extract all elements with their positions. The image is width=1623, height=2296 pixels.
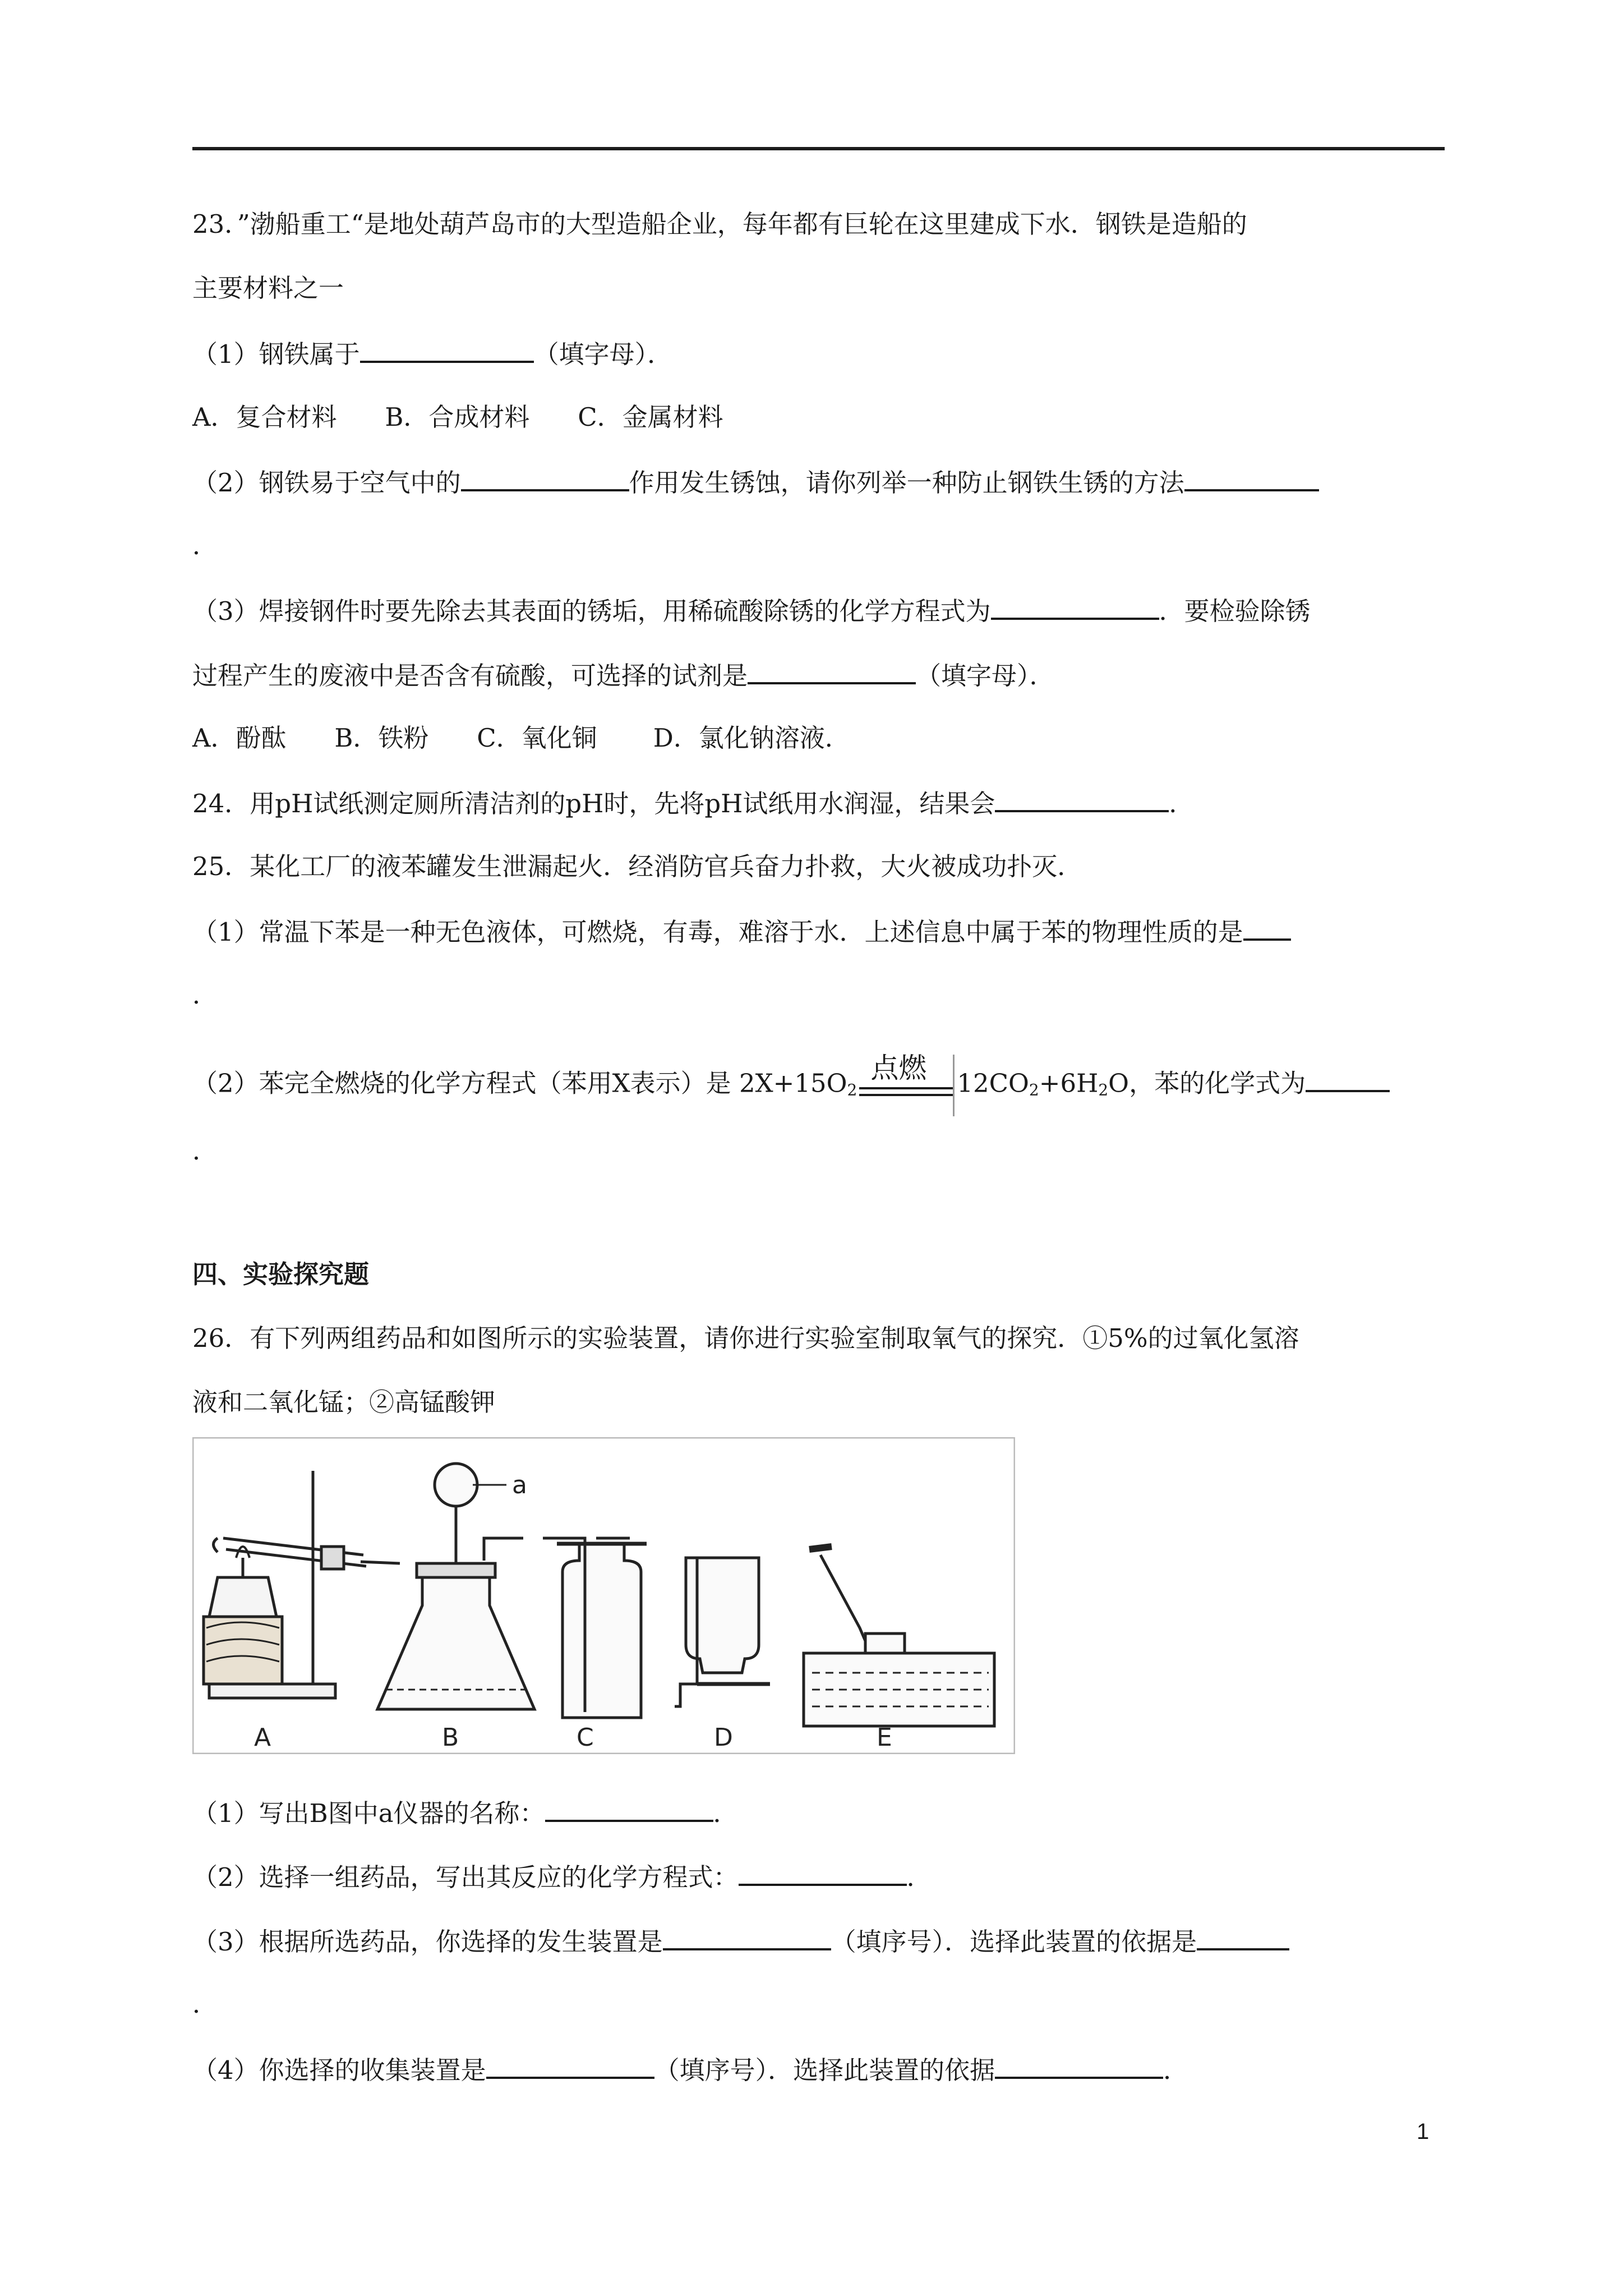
q26-line1: 26．有下列两组药品和如图所示的实验装置，请你进行实验室制取氧气的探究．①5%的过氧化氢溶 [192, 1323, 1299, 1353]
q25-part2-end: ． [192, 1136, 218, 1166]
q23-line1: 23．”渤船重工“是地处葫芦岛市的大型造船企业，每年都有巨轮在这里建成下水．钢铁是造船的 [192, 209, 1247, 239]
answer-blank [486, 2051, 654, 2079]
q26-part3-end: ． [192, 1989, 218, 2019]
q23-part3b: 过程产生的废液中是否含有硫酸，可选择的试剂是 （填字母）． [192, 656, 1445, 694]
figure-label-b: B [442, 1723, 459, 1752]
reaction-condition: 点燃 [859, 1055, 955, 1116]
answer-blank [461, 463, 629, 491]
q25-part1-end: ． [192, 980, 218, 1010]
answer-blank [991, 592, 1159, 620]
answer-blank [1243, 913, 1291, 941]
answer-blank [360, 335, 534, 363]
apparatus-e [804, 1547, 994, 1726]
answer-blank [1306, 1064, 1390, 1092]
answer-blank [748, 656, 916, 684]
q23-part2: （2）钢铁易于空气中的 作用发生锈蚀，请你列举一种防止钢铁生锈的方法 [192, 463, 1445, 501]
figure-label-e: E [877, 1723, 892, 1752]
q23-options3: A．酚酞 B．铁粉 C．氧化铜 D．氯化钠溶液． [192, 723, 850, 753]
answer-blank [739, 1858, 907, 1886]
q26-part2: （2）选择一组药品，写出其反应的化学方程式： ． [192, 1858, 1445, 1895]
answer-blank [1197, 1922, 1289, 1950]
q24: 24．用pH试纸测定厕所清洁剂的pH时，先将pH试纸用水润湿，结果会 ． [192, 784, 1445, 822]
figure-label-a: A [254, 1723, 271, 1752]
q23-line2: 主要材料之一 [192, 273, 344, 303]
answer-blank [1184, 463, 1319, 491]
q25-part2: （2）苯完全燃烧的化学方程式（苯用X表示）是 $2X+15O_2$ 点燃 $12CO_2+6H_2O$，苯的化学式为 [192, 1055, 1445, 1116]
q23-part2-end: ． [192, 531, 218, 560]
q26-part4: （4）你选择的收集装置是 （填序号）．选择此装置的依据 ． [192, 2051, 1445, 2088]
figure-label-d: D [714, 1723, 733, 1752]
q26-line2: 液和二氧化锰；②高锰酸钾 [192, 1387, 496, 1417]
answer-blank [995, 2051, 1163, 2079]
q26-part3: （3）根据所选药品，你选择的发生装置是 （填序号）．选择此装置的依据是 [192, 1922, 1445, 1960]
q23-part1: （1）钢铁属于 （填字母）． [192, 335, 1445, 372]
answer-blank [663, 1922, 831, 1950]
section-heading: 四、实验探究题 [192, 1259, 370, 1289]
q25-line1: 25．某化工厂的液苯罐发生泄漏起火．经消防官兵奋力扑救，大火被成功扑灭． [192, 852, 1083, 881]
answer-blank [995, 784, 1169, 812]
q25-part1: （1）常温下苯是一种无色液体，可燃烧，有毒，难溶于水．上述信息中属于苯的物理性质的是 [192, 913, 1445, 950]
apparatus-b [377, 1464, 534, 1709]
figure-label-c: C [577, 1723, 594, 1752]
apparatus-a [204, 1471, 400, 1698]
apparatus-d [675, 1558, 770, 1706]
q23-options1: A．复合材料 B．合成材料 C．金属材料 [192, 402, 723, 432]
q23-part3: （3）焊接钢件时要先除去其表面的锈垢，用稀硫酸除锈的化学方程式为 ．要检验除锈 [192, 592, 1445, 629]
figure-label-instrument-a: a [512, 1471, 527, 1499]
apparatus-c [543, 1538, 647, 1718]
answer-blank [545, 1794, 713, 1822]
q26-part1: （1）写出B图中a仪器的名称： ． [192, 1794, 1445, 1832]
apparatus-figure [192, 1437, 1015, 1754]
page-number: 1 [1417, 2119, 1430, 2144]
header-rule [192, 147, 1445, 150]
